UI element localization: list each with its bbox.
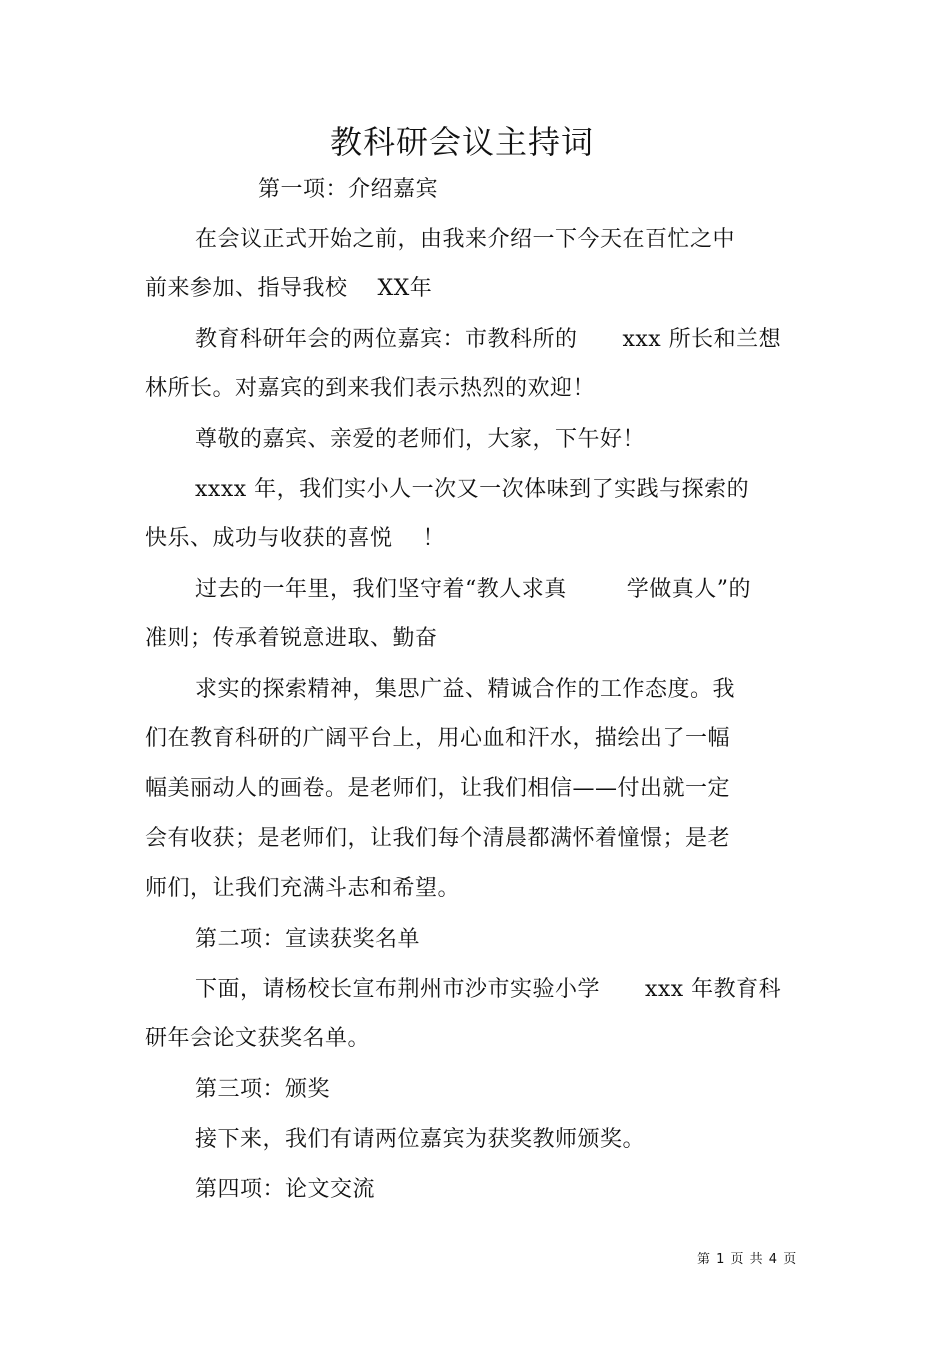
section-heading-2: 第二项：宣读获奖名单 [195, 927, 421, 952]
paragraph-line: 过去的一年里，我们坚守着“教人求真 学做真人”的 [195, 577, 751, 602]
paragraph-line: 幅美丽动人的画卷。是老师们，让我们相信——付出就一定 [145, 776, 731, 801]
paragraph-line: 研年会论文获奖名单。 [145, 1026, 371, 1051]
paragraph-line: 教育科研年会的两位嘉宾：市教科所的 xxx 所长和兰想 [195, 327, 782, 352]
paragraph-line: 在会议正式开始之前，由我来介绍一下今天在百忙之中 [195, 227, 736, 252]
paragraph-line: 准则；传承着锐意进取、勤奋 [145, 626, 438, 651]
page-number: 第 1 页 共 4 页 [697, 1252, 798, 1267]
paragraph-line: 会有收获；是老师们，让我们每个清晨都满怀着憧憬；是老 [145, 826, 731, 851]
section-heading-1: 第一项：介绍嘉宾 [258, 177, 439, 202]
paragraph-line: 接下来，我们有请两位嘉宾为获奖教师颁奖。 [195, 1127, 646, 1152]
paragraph-line: 前来参加、指导我校 XX年 [145, 276, 433, 301]
section-heading-4: 第四项：论文交流 [195, 1177, 376, 1202]
paragraph-line: 下面，请杨校长宣布荆州市沙市实验小学 xxx 年教育科 [195, 977, 782, 1002]
paragraph-line: xxxx 年，我们实小人一次又一次体味到了实践与探索的 [195, 477, 750, 502]
paragraph-line: 尊敬的嘉宾、亲爱的老师们，大家，下午好！ [195, 427, 646, 452]
paragraph-line: 师们，让我们充满斗志和希望。 [145, 876, 461, 901]
section-heading-3: 第三项：颁奖 [195, 1077, 331, 1102]
paragraph-line: 们在教育科研的广阔平台上，用心血和汗水，描绘出了一幅 [145, 726, 731, 751]
paragraph-line: 林所长。对嘉宾的到来我们表示热烈的欢迎！ [145, 376, 596, 401]
paragraph-line: 求实的探索精神，集思广益、精诚合作的工作态度。我 [195, 677, 736, 702]
document-title: 教科研会议主持词 [329, 123, 594, 161]
paragraph-line: 快乐、成功与收获的喜悦 ！ [145, 526, 445, 551]
